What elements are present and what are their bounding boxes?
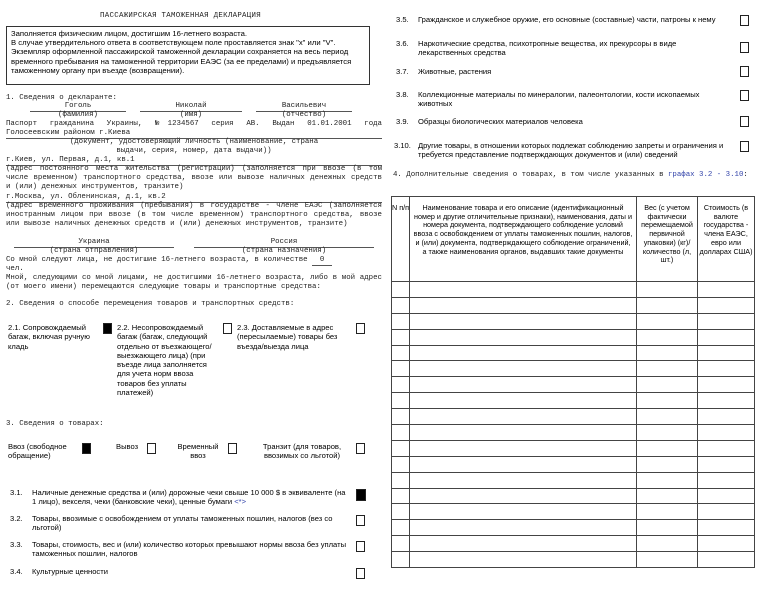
table-cell[interactable]	[410, 552, 637, 568]
table-cell[interactable]	[698, 536, 755, 552]
item-text: Культурные ценности	[32, 567, 108, 576]
table-cell[interactable]	[410, 504, 637, 520]
instruction-box	[6, 26, 370, 85]
table-cell[interactable]	[392, 456, 410, 472]
table-row	[392, 393, 755, 409]
column-header-value: Стоимость (в валюте государства - члена ЕАЭС, евро или долларах США)	[698, 197, 755, 282]
table-header-row	[392, 197, 755, 282]
item-text-main: Наличные денежные средства и (или) дорожные чеки свыше 10 000 $ в эквиваленте (на 1 лицо), векселя, чеки (банковские чеки), ценные бумаги	[32, 488, 346, 507]
permanent-address-caption: (адрес постоянного места жительства (регистрации) (заполняется при ввозе (в том числе временном) транспортного средства, ввозе или вывозе наличных денежных средств и (или) денежных инструментов, транзите)	[6, 165, 382, 191]
table-cell[interactable]	[392, 440, 410, 456]
item-number: 3.8.	[396, 90, 409, 99]
cultural-values-checkbox[interactable]	[356, 568, 365, 579]
table-cell[interactable]	[392, 282, 410, 298]
table-cell[interactable]	[410, 377, 637, 393]
table-row	[392, 504, 755, 520]
table-cell[interactable]	[698, 282, 755, 298]
transport-option-label: 2.2. Несопровождаемый багаж (багаж, следующий отдельно от въезжающего/выезжающего лица) (при въезде лица заполняется для учета норм ввоза товаров без уплаты платежей)	[117, 323, 212, 398]
temporary-address-caption: (адрес временного проживания (пребывания) в государстве - члене ЕАЭС (заполняется иностранным лицом при ввозе (в том числе временном) транспортного средства, ввозе или вывозе наличных денежных средств и (или) денежных инструментов, транзите)	[6, 202, 382, 228]
temporary-address-value: г.Москва, ул. Обленинская, д.1, кв.2	[6, 193, 382, 203]
table-cell[interactable]	[410, 536, 637, 552]
table-row	[392, 425, 755, 441]
excess-goods-checkbox[interactable]	[356, 541, 365, 552]
table-cell[interactable]	[392, 504, 410, 520]
table-cell[interactable]	[392, 313, 410, 329]
section-1-heading: 1. Сведения о декларанте:	[6, 94, 117, 102]
column-header-description: Наименование товара и его описание (идентификационный номер и другие отличительные признаки), наименования, даты и номера документа, подтверждающего соблюдение условий ввоза с освобождением от уплаты таможенных пошлин, налогов, и (или) документа, подтверждающего соблюдение ограничений, а также наименования органов, выдавших такие документы	[410, 197, 637, 282]
table-cell[interactable]	[698, 377, 755, 393]
transport-option-label: 2.3. Доставляемые в адрес (пересылаемые) товары без въезда/выезда лица	[237, 323, 338, 351]
table-cell[interactable]	[392, 488, 410, 504]
section-4-reference-link[interactable]: графах 3.2 - 3.10	[667, 171, 744, 179]
table-row	[392, 297, 755, 313]
column-header-number: N п/п	[392, 197, 410, 282]
table-cell[interactable]	[410, 472, 637, 488]
passport-line: Паспорт гражданина Украины, №1234567 серия АВ. Выдан 01.01.2001 года	[6, 120, 382, 128]
section-4-heading-end: :	[743, 171, 748, 179]
table-cell[interactable]	[392, 361, 410, 377]
item-text: Животные, растения	[418, 67, 492, 76]
table-row	[392, 377, 755, 393]
item-number: 3.6.	[396, 39, 409, 48]
goods-table-body	[392, 282, 755, 568]
weapons-checkbox[interactable]	[740, 15, 749, 26]
item-text: Образцы биологических материалов человека	[418, 117, 583, 126]
table-cell[interactable]	[698, 472, 755, 488]
table-cell[interactable]	[410, 329, 637, 345]
item-number: 3.7.	[396, 67, 409, 76]
table-cell[interactable]	[637, 472, 698, 488]
accompanied-baggage-checkbox[interactable]	[103, 323, 112, 334]
table-cell[interactable]	[698, 393, 755, 409]
table-cell[interactable]	[698, 313, 755, 329]
table-cell[interactable]	[637, 409, 698, 425]
table-cell[interactable]	[410, 425, 637, 441]
table-cell[interactable]	[410, 488, 637, 504]
goods-following-text: Мной, следующими со мной лицами, не достигшими 16-летнего возраста, либо в мой адрес (от моего имени) перемещаются следующие товары и транспортные средства:	[6, 274, 382, 291]
item-number: 3.2.	[10, 514, 23, 523]
surname-value: Гоголь	[30, 102, 126, 112]
column-header-weight: Вес (с учетом фактически перемещаемой первичной упаковки) (кг)/количество (л, шт.)	[637, 197, 698, 282]
table-cell[interactable]	[637, 552, 698, 568]
page-title: ПАССАЖИРСКАЯ ТАМОЖЕННАЯ ДЕКЛАРАЦИЯ	[100, 12, 261, 20]
table-cell[interactable]	[410, 409, 637, 425]
table-row	[392, 520, 755, 536]
destination-country-caption: (страна назначения)	[241, 247, 327, 255]
table-cell[interactable]	[698, 504, 755, 520]
table-row	[392, 345, 755, 361]
table-cell[interactable]	[637, 345, 698, 361]
movement-mode-label: Ввоз (свободное обращение)	[8, 442, 67, 461]
table-cell[interactable]	[637, 393, 698, 409]
instruction-line-1: Заполняется физическим лицом, достигшим 16-летнего возраста.	[11, 29, 248, 38]
table-cell[interactable]	[392, 329, 410, 345]
instruction-line-3: Экземпляр оформленной пассажирской таможенной декларации сохраняется на весь период временного пребывания на таможенной территории ЕАЭС (за ее пределами) и предъявляется таможенному органу при въезде (возвращении).	[11, 47, 352, 75]
table-cell[interactable]	[698, 361, 755, 377]
minors-text: Со мной следуют лица, не достигшие 16-летнего возраста, в количестве	[6, 256, 308, 264]
table-row	[392, 313, 755, 329]
table-cell[interactable]	[698, 409, 755, 425]
table-row	[392, 329, 755, 345]
departure-country-caption: (страна отправления)	[49, 247, 139, 255]
table-cell[interactable]	[637, 504, 698, 520]
table-cell[interactable]	[392, 520, 410, 536]
table-cell[interactable]	[637, 361, 698, 377]
temporary-import-checkbox[interactable]	[228, 443, 237, 454]
table-cell[interactable]	[392, 425, 410, 441]
table-cell[interactable]	[637, 456, 698, 472]
minors-line	[6, 256, 382, 266]
item-text: Гражданское и служебное оружие, его основные (составные) части, патроны к нему	[418, 15, 716, 24]
biological-samples-checkbox[interactable]	[740, 116, 749, 127]
name-value: Николай	[140, 102, 242, 112]
table-cell[interactable]	[637, 488, 698, 504]
document-caption-2: выдачи, серия, номер, дата выдачи))	[116, 147, 272, 155]
item-number: 3.10.	[394, 141, 411, 150]
table-cell[interactable]	[410, 313, 637, 329]
table-cell[interactable]	[410, 361, 637, 377]
table-cell[interactable]	[637, 313, 698, 329]
table-cell[interactable]	[698, 425, 755, 441]
table-cell[interactable]	[698, 520, 755, 536]
table-cell[interactable]	[637, 425, 698, 441]
animals-plants-checkbox[interactable]	[740, 66, 749, 77]
section-4-heading	[393, 171, 755, 180]
minors-unit: чел.	[6, 265, 24, 273]
table-row	[392, 488, 755, 504]
document-caption-1: (документ, удостоверяющий личность (наименование, страна	[69, 138, 319, 146]
table-cell[interactable]	[637, 536, 698, 552]
narcotics-checkbox[interactable]	[740, 42, 749, 53]
table-cell[interactable]	[637, 440, 698, 456]
delivered-goods-checkbox[interactable]	[356, 323, 365, 334]
export-checkbox[interactable]	[147, 443, 156, 454]
patronymic-caption: (отчество)	[281, 111, 327, 119]
table-cell[interactable]	[392, 409, 410, 425]
table-cell[interactable]	[698, 329, 755, 345]
item-number: 3.3.	[10, 540, 23, 549]
table-cell[interactable]	[410, 297, 637, 313]
movement-mode-label: Временный ввоз	[177, 442, 219, 461]
table-row	[392, 361, 755, 377]
table-cell[interactable]	[392, 297, 410, 313]
table-cell[interactable]	[637, 377, 698, 393]
table-row	[392, 282, 755, 298]
item-number: 3.5.	[396, 15, 409, 24]
section-2-heading: 2. Сведения о способе перемещения товаров и транспортных средств:	[6, 300, 295, 308]
section-3-heading: 3. Сведения о товарах:	[6, 420, 104, 428]
movement-mode-label: Транзит (для товаров, ввозимых со льготой)	[262, 442, 342, 461]
table-cell[interactable]	[698, 552, 755, 568]
table-cell[interactable]	[392, 472, 410, 488]
table-cell[interactable]	[392, 536, 410, 552]
table-row	[392, 456, 755, 472]
cash-checkbox[interactable]	[356, 489, 366, 501]
unaccompanied-baggage-checkbox[interactable]	[223, 323, 232, 334]
permanent-address-value: г.Киев, ул. Первая, д.1, кв.1	[6, 156, 382, 166]
table-cell[interactable]	[392, 377, 410, 393]
duty-free-goods-checkbox[interactable]	[356, 515, 365, 526]
item-text: Коллекционные материалы по минералогии, палеонтологии, кости ископаемых животных	[418, 90, 700, 109]
patronymic-value: Васильевич	[256, 102, 352, 112]
table-cell[interactable]	[637, 329, 698, 345]
table-cell[interactable]	[410, 456, 637, 472]
destination-country-value: Россия	[194, 238, 374, 248]
table-cell[interactable]	[698, 440, 755, 456]
import-checkbox[interactable]	[82, 443, 91, 454]
table-cell[interactable]	[637, 520, 698, 536]
collection-materials-checkbox[interactable]	[740, 90, 749, 101]
table-cell[interactable]	[698, 345, 755, 361]
table-cell[interactable]	[392, 552, 410, 568]
table-cell[interactable]	[392, 393, 410, 409]
movement-mode-label: Вывоз	[116, 442, 139, 451]
item-text: Товары, ввозимые с освобождением от уплаты таможенных пошлин, налогов (вез со льготой)	[32, 514, 333, 533]
item-text: Наркотические средства, психотропные вещества, их прекурсоры в виде лекарственных средства	[418, 39, 677, 58]
section-4-heading-text: 4. Дополнительные сведения о товарах, в том числе указанных в	[393, 171, 664, 179]
table-cell[interactable]	[637, 297, 698, 313]
table-cell[interactable]	[637, 282, 698, 298]
item-number: 3.4.	[10, 567, 23, 576]
minors-count: 0	[312, 256, 332, 266]
goods-details-table	[391, 196, 755, 568]
table-cell[interactable]	[698, 456, 755, 472]
table-cell[interactable]	[698, 488, 755, 504]
table-row	[392, 536, 755, 552]
name-caption: (имя)	[179, 111, 203, 119]
table-cell[interactable]	[410, 393, 637, 409]
item-text: Товары, стоимость, вес и (или) количество которых превышают нормы ввоза без уплаты таможенных пошлин, налогов	[32, 540, 347, 559]
other-goods-checkbox[interactable]	[740, 141, 749, 152]
item-number: 3.1.	[10, 488, 23, 497]
table-row	[392, 409, 755, 425]
item-number: 3.9.	[396, 117, 409, 126]
item-text	[32, 488, 348, 507]
departure-country-value: Украина	[14, 238, 174, 248]
table-cell[interactable]	[410, 440, 637, 456]
transport-option-label: 2.1. Сопровождаемый багаж, включая ручную кладь	[8, 323, 90, 351]
transit-checkbox[interactable]	[356, 443, 365, 454]
table-cell[interactable]	[392, 345, 410, 361]
footnote-link[interactable]: <*>	[234, 497, 247, 507]
issued-by-line: Голосеевским районом г.Киева	[6, 129, 382, 139]
item-text: Другие товары, в отношении которых подлежат соблюдению запреты и ограничения и требуется представление подтверждающих документов и (или) сведений	[418, 141, 724, 160]
table-cell[interactable]	[698, 297, 755, 313]
table-cell[interactable]	[410, 282, 637, 298]
instruction-line-2: В случае утвердительного ответа в соответствующем поле проставляется знак "х" или "V".	[11, 38, 336, 48]
surname-caption: (фамилия)	[58, 111, 98, 119]
table-row	[392, 440, 755, 456]
table-row	[392, 472, 755, 488]
table-cell[interactable]	[410, 520, 637, 536]
table-cell[interactable]	[410, 345, 637, 361]
table-row	[392, 552, 755, 568]
